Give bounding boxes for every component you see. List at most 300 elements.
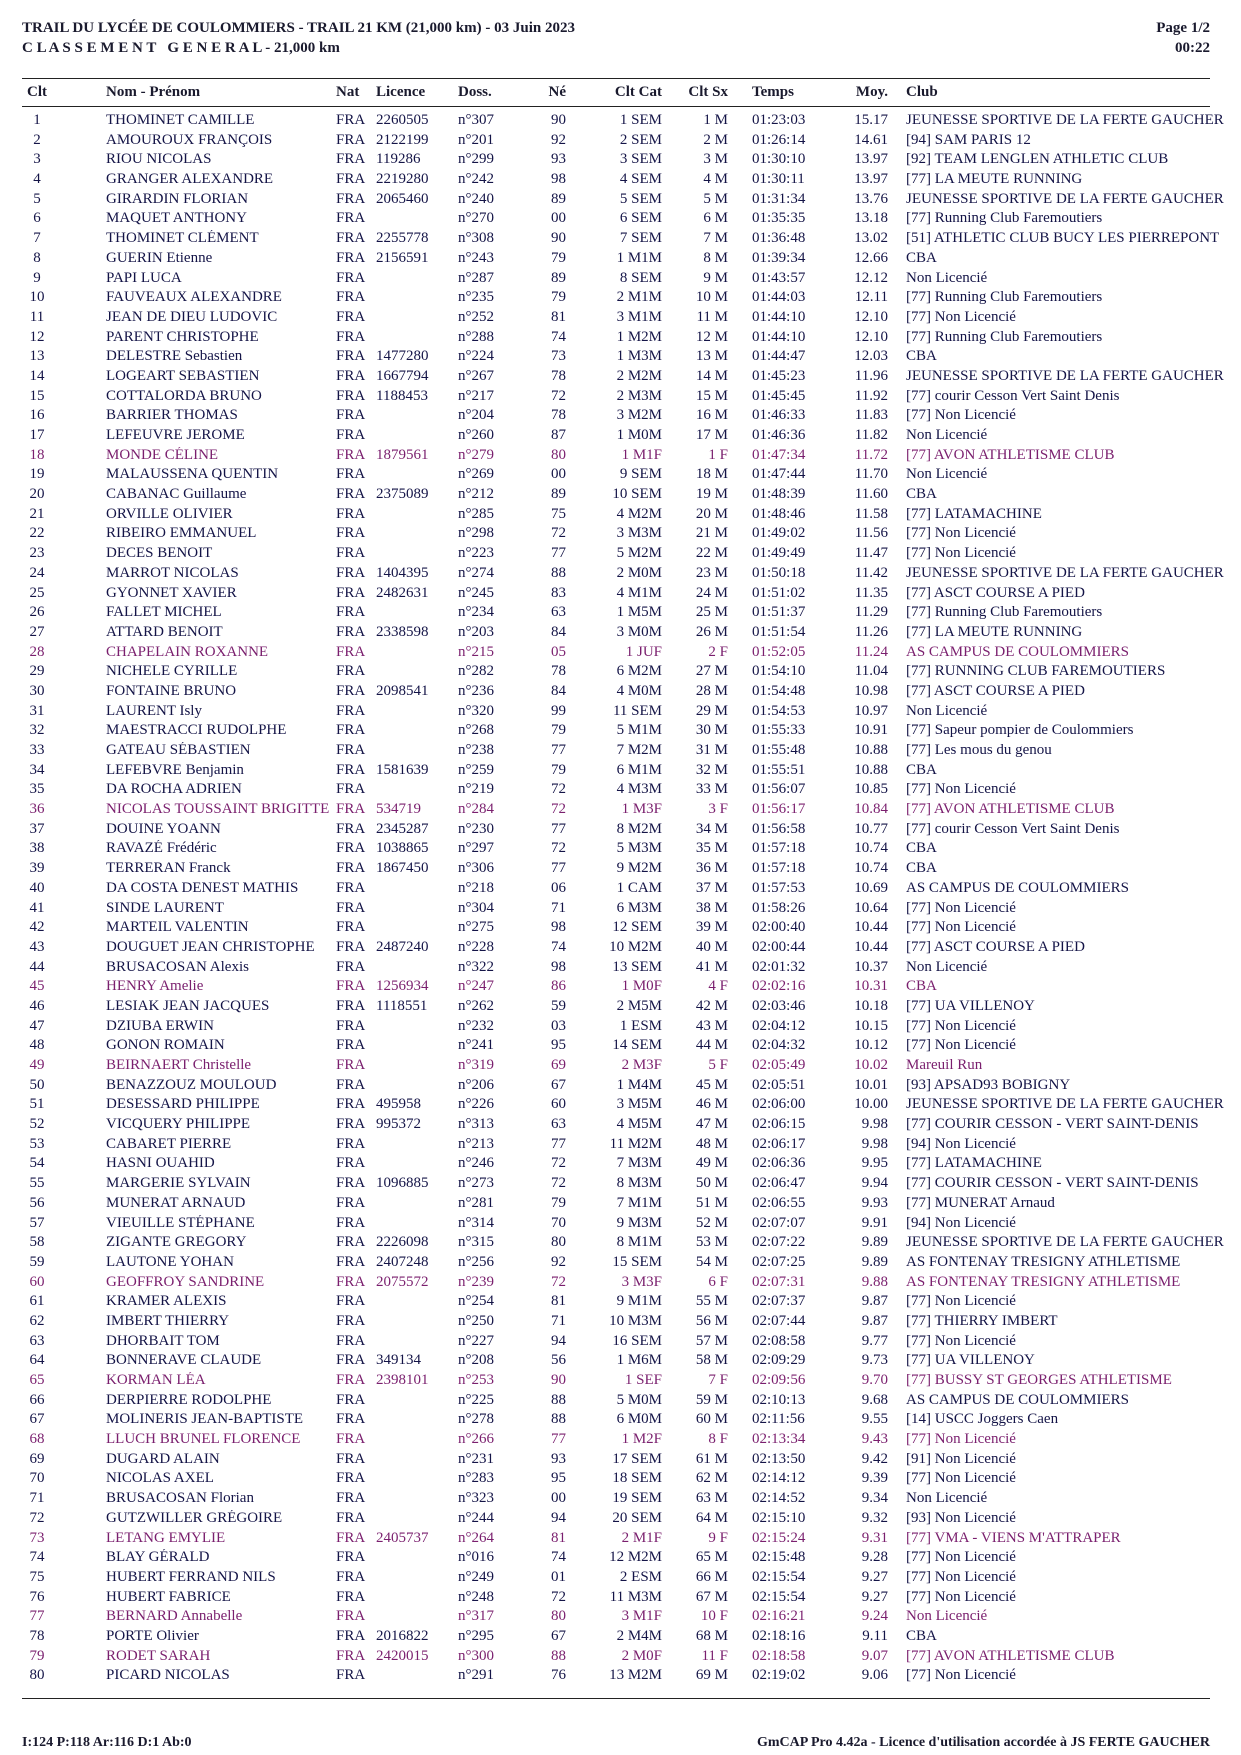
table-row [22, 1333, 1241, 1353]
cell-doss: n°266 [458, 1431, 494, 1448]
cell-moy: 9.27 [861, 1568, 888, 1585]
cell-nom: KRAMER ALEXIS [106, 1293, 227, 1310]
cell-clt: 29 [29, 663, 45, 680]
cell-clt: 66 [29, 1391, 45, 1408]
cell-clt: 2 [33, 131, 41, 148]
cell-doss: n°218 [458, 879, 494, 896]
cell-nat: FRA [336, 722, 366, 739]
cell-temps: 02:08:58 [752, 1332, 806, 1349]
cell-nom: DECES BENOIT [106, 545, 213, 562]
header-rule-top [22, 78, 1210, 79]
cell-moy: 10.37 [854, 958, 888, 975]
cell-cat: 8 M1M [616, 1234, 662, 1251]
cell-cat: 6 M3M [616, 899, 662, 916]
cell-licence: 1038865 [376, 840, 429, 857]
cell-clt: 8 [33, 249, 41, 266]
cell-doss: n°269 [458, 466, 494, 483]
cell-nom: CHAPELAIN ROXANNE [106, 643, 269, 660]
cell-club: JEUNESSE SPORTIVE DE LA FERTE GAUCHER [906, 1096, 1224, 1113]
table-row [22, 545, 1241, 565]
cell-moy: 9.27 [861, 1588, 888, 1605]
cell-licence: 2156591 [376, 249, 429, 266]
cell-moy: 9.87 [861, 1312, 888, 1329]
table-row [22, 840, 1241, 860]
cell-licence: 2122199 [376, 131, 429, 148]
cell-club: [77] LATAMACHINE [906, 505, 1042, 522]
cell-cat: 1 SEF [624, 1372, 662, 1388]
cell-doss: n°313 [458, 1116, 494, 1133]
cell-club: [93] Non Licencié [906, 1509, 1016, 1526]
cell-cat: 4 M3M [616, 781, 662, 798]
cell-sx: 43 M [695, 1017, 728, 1034]
cell-club: [77] Non Licencié [906, 308, 1016, 325]
col-licence: Licence [376, 84, 426, 100]
cell-nat: FRA [336, 190, 366, 207]
cell-cat: 1 M0M [616, 427, 662, 443]
cell-club: [77] ASCT COURSE A PIED [906, 682, 1085, 699]
cell-licence: 2016822 [376, 1627, 429, 1644]
cell-temps: 02:05:49 [752, 1057, 806, 1073]
cell-clt: 33 [29, 742, 45, 758]
cell-doss: n°279 [458, 446, 494, 463]
cell-sx: 62 M [695, 1470, 728, 1487]
cell-ne: 63 [551, 604, 566, 621]
cell-nom: MARGERIE SYLVAIN [106, 1175, 251, 1192]
table-row [22, 1411, 1241, 1431]
table-row [22, 1155, 1241, 1175]
cell-moy: 9.06 [861, 1667, 888, 1684]
cell-nom: ATTARD BENOIT [106, 623, 223, 640]
cell-cat: 7 M3M [616, 1155, 662, 1172]
cell-licence: 1188453 [376, 387, 428, 404]
cell-cat: 1 M3F [621, 801, 662, 818]
cell-temps: 01:55:51 [752, 761, 806, 778]
cell-moy: 12.03 [854, 348, 888, 365]
cell-clt: 32 [29, 722, 45, 739]
cell-ne: 72 [551, 781, 566, 798]
cell-clt: 36 [29, 801, 45, 818]
cell-licence: 2407248 [376, 1253, 429, 1270]
cell-cat: 18 SEM [612, 1470, 662, 1487]
cell-temps: 01:52:05 [752, 643, 806, 660]
cell-clt: 62 [29, 1312, 45, 1329]
cell-temps: 01:30:10 [752, 151, 806, 168]
cell-ne: 89 [551, 190, 566, 207]
cell-ne: 77 [551, 742, 566, 758]
cell-cat: 7 SEM [619, 230, 662, 247]
cell-club: [77] Non Licencié [906, 1549, 1016, 1566]
cell-clt: 53 [29, 1135, 45, 1152]
cell-ne: 74 [551, 938, 566, 955]
cell-doss: n°308 [458, 230, 494, 247]
cell-licence: 2482631 [376, 584, 429, 601]
cell-cat: 8 M2M [616, 820, 662, 837]
cell-clt: 68 [29, 1431, 45, 1448]
cell-clt: 12 [29, 328, 45, 345]
cell-doss: n°247 [458, 978, 494, 995]
cell-clt: 15 [29, 387, 45, 404]
cell-doss: n°227 [458, 1332, 494, 1349]
cell-moy: 12.12 [854, 269, 888, 286]
cell-clt: 31 [29, 702, 45, 719]
cell-doss: n°219 [458, 781, 494, 798]
cell-moy: 15.17 [854, 112, 888, 128]
cell-doss: n°243 [458, 249, 494, 266]
table-row [22, 230, 1241, 250]
entry-stats: I:124 P:118 Ar:116 D:1 Ab:0 [22, 1735, 192, 1750]
cell-club: [77] VMA - VIENS M'ATTRAPER [906, 1529, 1121, 1546]
table-row [22, 1352, 1241, 1372]
cell-clt: 35 [29, 781, 45, 798]
cell-moy: 11.26 [854, 623, 888, 640]
cell-doss: n°264 [458, 1529, 494, 1546]
table-row [22, 191, 1241, 211]
cell-temps: 01:48:46 [752, 505, 806, 522]
cell-nat: FRA [336, 1155, 366, 1172]
cell-ne: 72 [551, 1588, 566, 1605]
table-row [22, 1175, 1241, 1195]
cell-nom: GRANGER ALEXANDRE [106, 171, 274, 188]
cell-cat: 3 M2M [616, 407, 662, 424]
cell-nat: FRA [336, 387, 366, 404]
cell-clt: 49 [29, 1057, 45, 1073]
cell-cat: 11 M2M [609, 1135, 662, 1152]
cell-nom: VICQUERY PHILIPPE [106, 1116, 251, 1133]
cell-club: [77] ASCT COURSE A PIED [906, 584, 1085, 601]
cell-sx: 52 M [695, 1214, 728, 1231]
results-table [22, 112, 1241, 1687]
cell-temps: 01:35:35 [752, 210, 806, 227]
cell-ne: 72 [551, 387, 566, 404]
cell-nat: FRA [336, 643, 366, 660]
cell-nat: FRA [336, 525, 366, 542]
table-row [22, 663, 1241, 683]
cell-club: [92] TEAM LENGLEN ATHLETIC CLUB [906, 151, 1169, 168]
cell-clt: 67 [29, 1411, 45, 1428]
cell-clt: 41 [29, 899, 45, 916]
cell-nom: BLAY GÉRALD [106, 1549, 210, 1566]
cell-licence: 1581639 [376, 761, 429, 778]
cell-clt: 42 [29, 919, 45, 936]
cell-licence: 534719 [376, 801, 421, 818]
cell-licence: 2338598 [376, 623, 429, 640]
cell-sx: 29 M [695, 702, 728, 719]
cell-doss: n°235 [458, 289, 494, 306]
table-row [22, 939, 1241, 959]
cell-club: [77] Non Licencié [906, 1470, 1016, 1487]
cell-ne: 81 [551, 308, 566, 325]
cell-ne: 89 [551, 486, 566, 503]
cell-ne: 88 [551, 1411, 566, 1428]
cell-temps: 02:06:15 [752, 1116, 806, 1133]
cell-doss: n°203 [458, 623, 494, 640]
cell-club: JEUNESSE SPORTIVE DE LA FERTE GAUCHER [906, 564, 1224, 581]
cell-cat: 1 JUF [625, 643, 662, 660]
cell-ne: 72 [551, 1175, 566, 1192]
table-row [22, 1589, 1241, 1609]
table-row [22, 407, 1241, 427]
cell-temps: 01:45:45 [752, 387, 806, 404]
cell-temps: 01:39:34 [752, 249, 806, 266]
cell-doss: n°225 [458, 1391, 494, 1408]
cell-sx: 33 M [695, 781, 728, 798]
cell-sx: 51 M [695, 1194, 728, 1211]
cell-sx: 35 M [695, 840, 728, 857]
cell-club: [77] UA VILLENOY [906, 997, 1035, 1014]
cell-sx: 53 M [695, 1234, 728, 1251]
cell-nom: PICARD NICOLAS [106, 1667, 230, 1684]
cell-moy: 9.89 [861, 1253, 888, 1270]
cell-cat: 6 SEM [619, 210, 662, 227]
cell-nom: ZIGANTE GREGORY [106, 1234, 247, 1251]
cell-temps: 02:09:29 [752, 1352, 806, 1369]
cell-nat: FRA [336, 1627, 366, 1644]
cell-nat: FRA [336, 210, 366, 227]
cell-club: Non Licencié [906, 269, 988, 286]
cell-clt: 22 [29, 525, 45, 542]
cell-clt: 24 [29, 564, 45, 581]
cell-clt: 65 [29, 1372, 45, 1388]
cell-licence: 119286 [376, 151, 421, 168]
cell-doss: n°217 [458, 387, 494, 404]
table-row [22, 1077, 1241, 1097]
cell-nom: RODET SARAH [106, 1647, 211, 1664]
cell-moy: 10.02 [854, 1057, 888, 1073]
cell-clt: 21 [29, 505, 45, 522]
cell-ne: 83 [551, 584, 566, 601]
cell-ne: 71 [551, 1312, 566, 1329]
cell-ne: 00 [551, 1490, 566, 1507]
cell-nom: LAUTONE YOHAN [106, 1253, 234, 1270]
cell-doss: n°213 [458, 1135, 494, 1152]
cell-ne: 05 [551, 643, 566, 660]
table-row [22, 506, 1241, 526]
cell-cat: 2 ESM [619, 1568, 662, 1585]
cell-nat: FRA [336, 1175, 366, 1192]
table-row [22, 1234, 1241, 1254]
cell-temps: 01:51:37 [752, 604, 806, 621]
cell-clt: 19 [29, 466, 45, 483]
cell-sx: 60 M [695, 1411, 728, 1428]
table-row [22, 525, 1241, 545]
table-row [22, 998, 1241, 1018]
cell-cat: 6 M1M [616, 761, 662, 778]
cell-licence: 349134 [376, 1352, 421, 1369]
cell-moy: 11.70 [854, 466, 888, 483]
cell-ne: 76 [551, 1667, 566, 1684]
cell-doss: n°262 [458, 997, 494, 1014]
cell-licence: 2065460 [376, 190, 429, 207]
cell-nat: FRA [336, 1549, 366, 1566]
table-row [22, 565, 1241, 585]
cell-sx: 47 M [695, 1116, 728, 1133]
cell-nom: CABARET PIERRE [106, 1135, 232, 1152]
cell-temps: 02:00:44 [752, 938, 806, 955]
cell-temps: 02:11:56 [752, 1411, 805, 1428]
cell-doss: n°260 [458, 427, 494, 443]
cell-nat: FRA [336, 446, 366, 463]
cell-clt: 74 [29, 1549, 45, 1566]
cell-club: CBA [906, 840, 937, 857]
cell-cat: 8 SEM [619, 269, 662, 286]
table-row [22, 1215, 1241, 1235]
ranking-subtitle: C L A S S E M E N T G E N E R A L - 21,000 km [22, 40, 340, 56]
cell-sx: 19 M [695, 486, 728, 503]
cell-club: [51] ATHLETIC CLUB BUCY LES PIERREPONT [906, 230, 1220, 247]
cell-temps: 02:06:17 [752, 1135, 806, 1152]
cell-temps: 02:05:51 [752, 1076, 806, 1093]
cell-temps: 02:03:46 [752, 997, 806, 1014]
cell-temps: 01:51:02 [752, 584, 806, 601]
cell-nat: FRA [336, 427, 366, 443]
cell-nom: AMOUROUX FRANÇOIS [106, 131, 273, 148]
cell-cat: 14 SEM [612, 1037, 662, 1054]
cell-cat: 1 SEM [619, 112, 662, 128]
cell-clt: 30 [29, 682, 45, 699]
cell-doss: n°298 [458, 525, 494, 542]
cell-ne: 88 [551, 564, 566, 581]
cell-sx: 11 F [701, 1647, 728, 1664]
cell-clt: 80 [29, 1667, 45, 1684]
cell-sx: 41 M [695, 958, 728, 975]
cell-ne: 78 [551, 367, 566, 384]
cell-clt: 34 [29, 761, 45, 778]
cell-doss: n°252 [458, 308, 494, 325]
cell-nat: FRA [336, 545, 366, 562]
cell-clt: 13 [29, 348, 45, 365]
cell-nat: FRA [336, 1352, 366, 1369]
cell-sx: 63 M [695, 1490, 728, 1507]
cell-nat: FRA [336, 1372, 366, 1388]
table-row [22, 1195, 1241, 1215]
cell-club: JEUNESSE SPORTIVE DE LA FERTE GAUCHER [906, 1234, 1224, 1251]
cell-temps: 01:23:03 [752, 112, 806, 128]
cell-nat: FRA [336, 230, 366, 247]
cell-nom: NICHELE CYRILLE [106, 663, 238, 680]
table-row [22, 821, 1241, 841]
cell-cat: 19 SEM [612, 1490, 662, 1507]
cell-moy: 12.66 [854, 249, 888, 266]
cell-sx: 5 F [708, 1057, 728, 1073]
cell-cat: 3 M5M [616, 1096, 662, 1113]
cell-moy: 13.97 [854, 151, 888, 168]
table-row [22, 250, 1241, 270]
cell-nat: FRA [336, 1411, 366, 1428]
cell-doss: n°282 [458, 663, 494, 680]
cell-nom: BONNERAVE CLAUDE [106, 1352, 262, 1369]
cell-nat: FRA [336, 840, 366, 857]
cell-nat: FRA [336, 171, 366, 188]
cell-moy: 10.44 [854, 919, 888, 936]
cell-moy: 9.42 [861, 1450, 888, 1467]
cell-sx: 9 F [708, 1529, 728, 1546]
cell-ne: 71 [551, 899, 566, 916]
cell-ne: 79 [551, 1194, 566, 1211]
cell-sx: 40 M [695, 938, 728, 955]
cell-nom: HENRY Amelie [106, 978, 204, 995]
cell-cat: 3 SEM [619, 151, 662, 168]
cell-doss: n°273 [458, 1175, 494, 1192]
cell-sx: 11 M [696, 308, 728, 325]
cell-temps: 01:26:14 [752, 131, 806, 148]
cell-ne: 00 [551, 466, 566, 483]
cell-nom: ORVILLE OLIVIER [106, 505, 233, 522]
cell-nat: FRA [336, 584, 366, 601]
cell-clt: 60 [29, 1273, 45, 1290]
cell-clt: 43 [29, 938, 45, 955]
cell-moy: 9.89 [861, 1234, 888, 1251]
cell-nat: FRA [336, 978, 366, 995]
cell-moy: 9.39 [861, 1470, 888, 1487]
cell-cat: 1 M1F [621, 446, 662, 463]
cell-moy: 9.28 [861, 1549, 888, 1566]
cell-nom: MARTEIL VALENTIN [106, 919, 249, 936]
cell-sx: 36 M [695, 860, 728, 877]
cell-ne: 92 [551, 1253, 566, 1270]
cell-doss: n°201 [458, 131, 494, 148]
cell-nom: FONTAINE BRUNO [106, 682, 237, 699]
cell-club: AS CAMPUS DE COULOMMIERS [906, 1391, 1129, 1408]
cell-sx: 58 M [695, 1352, 728, 1369]
cell-doss: n°297 [458, 840, 494, 857]
cell-clt: 26 [29, 604, 45, 621]
cell-nom: RAVAZÉ Frédéric [106, 840, 217, 857]
cell-nom: BEIRNAERT Christelle [106, 1057, 252, 1073]
cell-temps: 01:49:49 [752, 545, 806, 562]
cell-temps: 01:54:10 [752, 663, 806, 680]
cell-cat: 1 M1M [616, 249, 662, 266]
cell-club: [77] ASCT COURSE A PIED [906, 938, 1085, 955]
cell-clt: 47 [29, 1017, 45, 1034]
cell-ne: 77 [551, 1431, 566, 1448]
cell-club: AS FONTENAY TRESIGNY ATHLETISME [906, 1253, 1181, 1270]
cell-club: [77] Non Licencié [906, 407, 1016, 424]
cell-sx: 34 M [695, 820, 728, 837]
cell-nom: GUERIN Etienne [106, 249, 213, 266]
cell-moy: 11.47 [854, 545, 888, 562]
cell-club: [94] Non Licencié [906, 1214, 1016, 1231]
cell-club: [77] Running Club Faremoutiers [906, 289, 1103, 306]
cell-nat: FRA [336, 604, 366, 621]
cell-nat: FRA [336, 308, 366, 325]
cell-sx: 7 M [703, 230, 728, 247]
cell-moy: 9.68 [861, 1391, 888, 1408]
cell-temps: 01:54:48 [752, 682, 806, 699]
cell-club: Non Licencié [906, 466, 988, 483]
cell-clt: 11 [29, 308, 45, 325]
cell-clt: 45 [29, 978, 45, 995]
table-row [22, 1470, 1241, 1490]
cell-moy: 9.24 [861, 1608, 888, 1625]
cell-nat: FRA [336, 1037, 366, 1054]
cell-sx: 3 M [703, 151, 728, 168]
cell-ne: 03 [551, 1017, 566, 1034]
cell-nat: FRA [336, 1312, 366, 1329]
table-row [22, 1018, 1241, 1038]
cell-doss: n°244 [458, 1509, 494, 1526]
cell-sx: 54 M [695, 1253, 728, 1270]
cell-moy: 10.85 [854, 781, 888, 798]
cell-nat: FRA [336, 623, 366, 640]
table-row [22, 1254, 1241, 1274]
cell-temps: 02:07:22 [752, 1234, 806, 1251]
cell-clt: 52 [29, 1116, 45, 1133]
cell-licence: 1256934 [376, 978, 429, 995]
cell-temps: 02:18:58 [752, 1647, 806, 1664]
cell-doss: n°323 [458, 1490, 494, 1507]
cell-doss: n°320 [458, 702, 494, 719]
cell-ne: 59 [551, 997, 566, 1014]
